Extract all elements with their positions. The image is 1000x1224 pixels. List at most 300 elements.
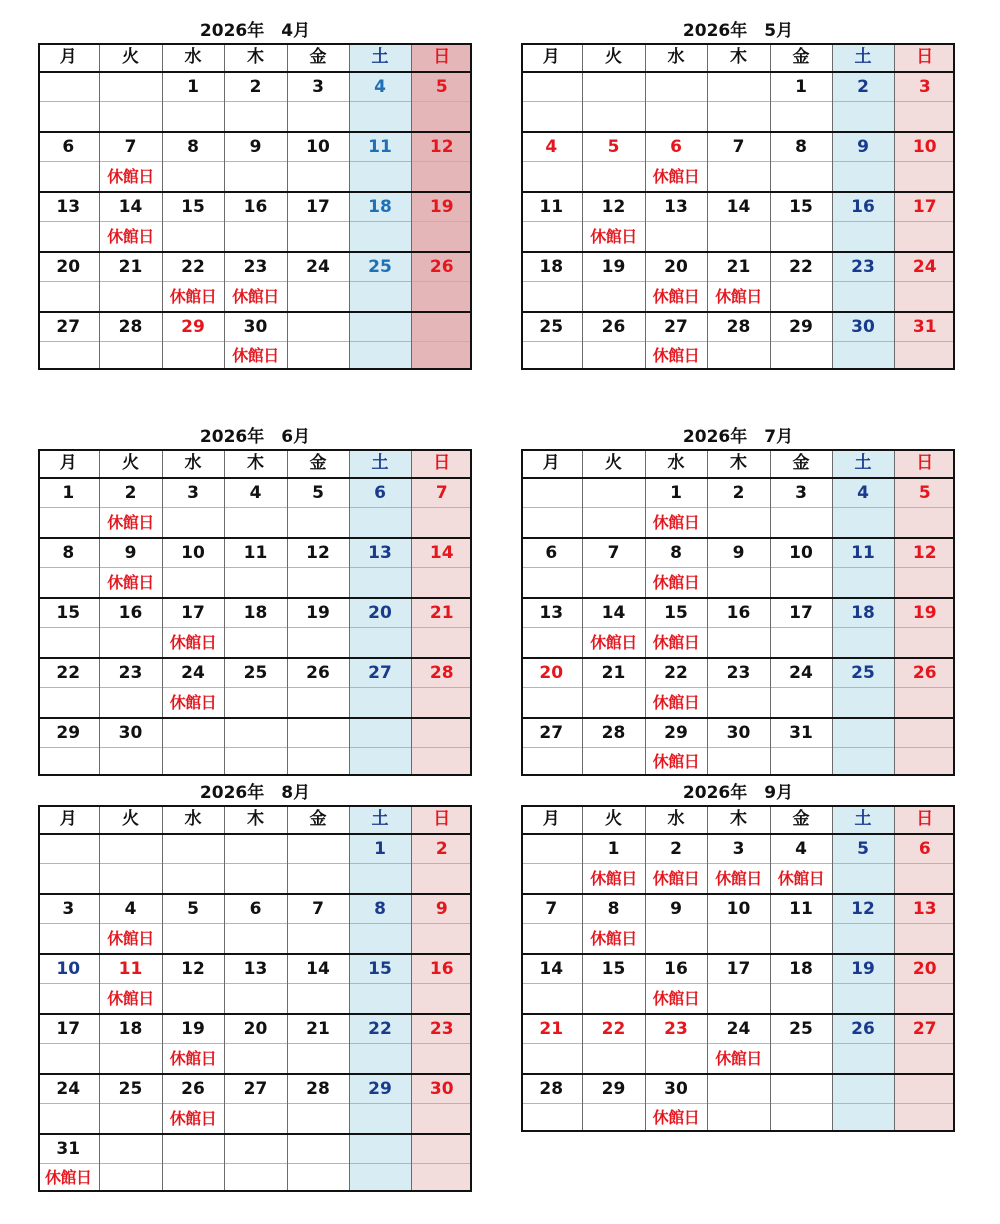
day-cell: 1 [62, 483, 75, 503]
day-cell: 9 [99, 538, 162, 568]
day-note-cell [411, 342, 472, 371]
day-cell [521, 478, 582, 508]
day-cell: 24 [162, 658, 224, 688]
day-cell: 6 [349, 478, 411, 508]
day-note-cell [38, 222, 99, 253]
month-title: 2026年 9月 [682, 783, 794, 803]
closed-day-label: 休館日 [162, 628, 224, 659]
day-note-cell [411, 924, 472, 955]
day-note-cell [707, 162, 770, 193]
week-dates-row [38, 954, 472, 984]
weekday-header: 水 [645, 805, 707, 834]
day-cell: 11 [349, 132, 411, 162]
day-note-cell [287, 162, 349, 193]
day-note-cell [832, 864, 894, 895]
day-cell: 13 [539, 603, 564, 623]
week-dates-row [38, 312, 472, 342]
week-notes-row [38, 282, 472, 313]
day-cell: 19 [832, 954, 894, 984]
day-note-cell [521, 924, 582, 955]
day-note-cell [287, 222, 349, 253]
day-cell: 26 [832, 1014, 894, 1044]
day-cell: 25 [770, 1014, 832, 1044]
day-note-cell [99, 1044, 162, 1075]
day-cell [707, 1074, 770, 1104]
week-notes-row [38, 628, 472, 659]
day-cell: 18 [99, 1014, 162, 1044]
day-cell: 20 [645, 252, 707, 282]
weekday-header: 土 [349, 449, 411, 478]
day-cell: 18 [224, 598, 287, 628]
day-cell: 19 [411, 192, 472, 222]
day-note-cell [894, 864, 955, 895]
weekday-header: 金 [287, 449, 349, 478]
day-cell: 21 [539, 1019, 564, 1039]
day-cell: 11 [99, 954, 162, 984]
weekday-header: 金 [287, 43, 349, 72]
day-note-cell [770, 508, 832, 539]
week-notes-row [521, 222, 955, 253]
day-cell: 10 [894, 132, 955, 162]
day-cell: 23 [707, 658, 770, 688]
day-cell: 25 [832, 658, 894, 688]
day-cell: 25 [349, 252, 411, 282]
day-note-cell [38, 568, 99, 599]
day-cell: 20 [349, 598, 411, 628]
day-note-cell [770, 568, 832, 599]
day-cell: 7 [287, 894, 349, 924]
day-note-cell [224, 102, 287, 133]
day-cell: 5 [832, 834, 894, 864]
day-cell: 3 [770, 478, 832, 508]
day-cell: 26 [162, 1074, 224, 1104]
day-cell: 10 [287, 132, 349, 162]
day-note-cell [411, 984, 472, 1015]
day-note-cell [707, 342, 770, 371]
day-cell: 3 [707, 834, 770, 864]
day-note-cell [349, 688, 411, 719]
day-note-cell [162, 568, 224, 599]
day-note-cell [832, 688, 894, 719]
day-cell: 27 [539, 723, 564, 743]
week-dates-row [38, 834, 472, 864]
day-note-cell [521, 628, 582, 659]
day-note-cell [38, 748, 99, 777]
closed-day-label: 休館日 [645, 748, 707, 777]
day-cell [287, 718, 349, 748]
day-cell: 14 [411, 538, 472, 568]
week-dates-row [38, 1014, 472, 1044]
day-note-cell [770, 1044, 832, 1075]
day-note-cell [38, 342, 99, 371]
day-note-cell [894, 508, 955, 539]
closed-day-label: 休館日 [582, 924, 645, 955]
day-cell [411, 1134, 472, 1164]
day-cell: 7 [545, 899, 558, 919]
day-cell [38, 72, 99, 102]
day-cell: 23 [832, 252, 894, 282]
day-cell: 28 [411, 658, 472, 688]
weekday-header: 水 [162, 805, 224, 834]
day-note-cell [645, 222, 707, 253]
day-note-cell [770, 748, 832, 777]
day-note-cell [162, 984, 224, 1015]
day-cell: 24 [894, 252, 955, 282]
weekday-header: 月 [542, 453, 560, 473]
week-dates-row [521, 1074, 955, 1104]
day-note-cell [411, 688, 472, 719]
day-cell: 13 [56, 197, 81, 217]
day-note-cell [38, 508, 99, 539]
day-cell: 30 [99, 718, 162, 748]
day-cell: 29 [582, 1074, 645, 1104]
day-note-cell [521, 1044, 582, 1075]
day-cell: 22 [56, 663, 81, 683]
day-cell: 12 [287, 538, 349, 568]
day-note-cell [287, 984, 349, 1015]
closed-day-label: 休館日 [645, 162, 707, 193]
week-dates-row [521, 132, 955, 162]
week-dates-row [521, 658, 955, 688]
day-note-cell [770, 162, 832, 193]
day-cell [582, 72, 645, 102]
day-cell: 18 [539, 257, 564, 277]
day-cell: 19 [287, 598, 349, 628]
day-note-cell [287, 628, 349, 659]
month-title: 2026年 7月 [682, 427, 794, 447]
day-cell: 4 [770, 834, 832, 864]
day-cell: 17 [56, 1019, 81, 1039]
day-cell: 5 [287, 478, 349, 508]
day-cell: 14 [582, 598, 645, 628]
day-note-cell [521, 102, 582, 133]
weekday-header: 火 [582, 43, 645, 72]
closed-day-label: 休館日 [99, 984, 162, 1015]
day-note-cell [411, 1164, 472, 1193]
month-calendar [521, 21, 955, 370]
day-note-cell [832, 748, 894, 777]
day-cell: 11 [770, 894, 832, 924]
day-note-cell [411, 748, 472, 777]
day-note-cell [770, 102, 832, 133]
week-dates-row [521, 954, 955, 984]
day-note-cell [832, 162, 894, 193]
day-cell [224, 718, 287, 748]
day-note-cell [349, 1044, 411, 1075]
week-dates-row [521, 478, 955, 508]
day-note-cell [411, 282, 472, 313]
day-note-cell [521, 282, 582, 313]
week-dates-row [38, 598, 472, 628]
day-note-cell [894, 342, 955, 371]
day-cell: 31 [894, 312, 955, 342]
closed-day-label: 休館日 [582, 864, 645, 895]
day-cell: 30 [224, 312, 287, 342]
day-note-cell [832, 1044, 894, 1075]
day-note-cell [224, 1044, 287, 1075]
day-cell: 20 [539, 663, 564, 683]
day-cell: 15 [645, 598, 707, 628]
day-note-cell [832, 628, 894, 659]
week-dates-row [38, 72, 472, 102]
week-dates-row [38, 1074, 472, 1104]
day-cell: 16 [645, 954, 707, 984]
day-cell: 3 [62, 899, 75, 919]
day-cell: 25 [224, 658, 287, 688]
day-cell: 12 [411, 132, 472, 162]
day-note-cell [99, 1104, 162, 1135]
day-cell: 29 [645, 718, 707, 748]
day-note-cell [521, 748, 582, 777]
week-notes-row [38, 984, 472, 1015]
day-cell [521, 72, 582, 102]
month-calendar [38, 21, 472, 370]
day-note-cell [162, 508, 224, 539]
day-note-cell [582, 1044, 645, 1075]
day-cell: 22 [349, 1014, 411, 1044]
day-cell: 26 [411, 252, 472, 282]
weekday-header: 金 [770, 43, 832, 72]
day-cell: 15 [162, 192, 224, 222]
day-note-cell [99, 342, 162, 371]
weekday-header: 木 [707, 43, 770, 72]
day-cell: 9 [224, 132, 287, 162]
day-note-cell [38, 984, 99, 1015]
day-note-cell [162, 924, 224, 955]
day-cell: 1 [770, 72, 832, 102]
day-note-cell [894, 162, 955, 193]
weekday-header: 土 [832, 43, 894, 72]
weekday-header-row [521, 805, 955, 834]
day-note-cell [411, 162, 472, 193]
day-note-cell [287, 282, 349, 313]
day-note-cell [770, 1104, 832, 1133]
day-cell: 23 [99, 658, 162, 688]
day-note-cell [521, 688, 582, 719]
day-note-cell [411, 864, 472, 895]
day-note-cell [224, 222, 287, 253]
month-grid [521, 43, 955, 370]
closed-day-label: 休館日 [645, 1104, 707, 1133]
week-notes-row [38, 864, 472, 895]
day-cell: 1 [349, 834, 411, 864]
day-cell: 11 [224, 538, 287, 568]
day-cell: 27 [349, 658, 411, 688]
day-note-cell [224, 984, 287, 1015]
day-cell: 13 [894, 894, 955, 924]
day-note-cell [645, 102, 707, 133]
day-cell: 21 [707, 252, 770, 282]
month-calendar [38, 427, 472, 776]
day-cell: 11 [539, 197, 564, 217]
day-note-cell [894, 688, 955, 719]
day-cell: 7 [411, 478, 472, 508]
day-cell: 3 [162, 478, 224, 508]
day-cell: 27 [894, 1014, 955, 1044]
day-cell: 6 [894, 834, 955, 864]
week-notes-row [521, 162, 955, 193]
day-cell: 7 [582, 538, 645, 568]
month-grid [38, 805, 472, 1192]
day-note-cell [287, 688, 349, 719]
weekday-header: 日 [411, 805, 472, 834]
day-note-cell [99, 688, 162, 719]
weekday-header: 月 [542, 809, 560, 829]
day-note-cell [894, 748, 955, 777]
day-cell: 2 [832, 72, 894, 102]
week-notes-row [521, 864, 955, 895]
week-dates-row [521, 834, 955, 864]
day-cell: 29 [770, 312, 832, 342]
day-note-cell [287, 1164, 349, 1193]
day-cell: 9 [832, 132, 894, 162]
day-note-cell [770, 984, 832, 1015]
day-note-cell [411, 508, 472, 539]
day-note-cell [162, 102, 224, 133]
day-cell [349, 1134, 411, 1164]
day-cell: 12 [162, 954, 224, 984]
closed-day-label: 休館日 [162, 1044, 224, 1075]
day-note-cell [770, 222, 832, 253]
day-note-cell [770, 628, 832, 659]
closed-day-label: 休館日 [162, 688, 224, 719]
weekday-header: 火 [99, 43, 162, 72]
day-note-cell [832, 1104, 894, 1133]
week-dates-row [521, 718, 955, 748]
day-cell: 12 [582, 192, 645, 222]
day-note-cell [162, 1164, 224, 1193]
month-title: 2026年 5月 [682, 21, 794, 41]
weekday-header: 土 [349, 43, 411, 72]
day-note-cell [521, 568, 582, 599]
day-note-cell [582, 342, 645, 371]
day-note-cell [162, 222, 224, 253]
day-cell [521, 834, 582, 864]
day-note-cell [162, 342, 224, 371]
closed-day-label: 休館日 [99, 222, 162, 253]
day-cell [287, 312, 349, 342]
day-note-cell [832, 508, 894, 539]
day-note-cell [707, 1104, 770, 1133]
weekday-header-row [38, 449, 472, 478]
weekday-header-row [38, 43, 472, 72]
day-cell: 11 [832, 538, 894, 568]
day-cell: 3 [894, 72, 955, 102]
day-note-cell [349, 748, 411, 777]
day-cell: 5 [894, 478, 955, 508]
day-cell: 28 [582, 718, 645, 748]
day-note-cell [287, 102, 349, 133]
day-note-cell [349, 924, 411, 955]
day-cell: 22 [582, 1014, 645, 1044]
weekday-header: 月 [59, 453, 77, 473]
day-note-cell [645, 924, 707, 955]
day-note-cell [582, 984, 645, 1015]
week-dates-row [38, 132, 472, 162]
weekday-header: 火 [582, 449, 645, 478]
month-grid [521, 449, 955, 776]
weekday-header: 水 [645, 43, 707, 72]
day-cell [38, 834, 99, 864]
weekday-header-row [521, 449, 955, 478]
day-note-cell [287, 924, 349, 955]
day-cell: 9 [645, 894, 707, 924]
day-note-cell [832, 102, 894, 133]
closed-day-label: 休館日 [162, 1104, 224, 1135]
month-title: 2026年 4月 [199, 21, 311, 41]
week-dates-row [521, 312, 955, 342]
day-note-cell [99, 628, 162, 659]
weekday-header: 金 [770, 449, 832, 478]
day-note-cell [894, 628, 955, 659]
week-notes-row [38, 508, 472, 539]
day-note-cell [224, 568, 287, 599]
week-notes-row [521, 1044, 955, 1075]
week-notes-row [38, 748, 472, 777]
day-cell: 2 [707, 478, 770, 508]
day-note-cell [349, 508, 411, 539]
day-cell: 1 [162, 72, 224, 102]
week-notes-row [521, 748, 955, 777]
day-note-cell [224, 162, 287, 193]
week-notes-row [38, 568, 472, 599]
day-note-cell [224, 864, 287, 895]
week-dates-row [521, 894, 955, 924]
closed-day-label: 休館日 [707, 282, 770, 313]
week-dates-row [38, 192, 472, 222]
day-note-cell [832, 924, 894, 955]
day-cell: 17 [770, 598, 832, 628]
day-note-cell [894, 568, 955, 599]
day-cell [770, 1074, 832, 1104]
day-cell: 31 [56, 1139, 81, 1159]
day-cell [645, 72, 707, 102]
day-cell: 18 [832, 598, 894, 628]
week-dates-row [38, 478, 472, 508]
day-cell: 21 [411, 598, 472, 628]
day-note-cell [411, 1104, 472, 1135]
day-cell: 24 [707, 1014, 770, 1044]
closed-day-label: 休館日 [582, 222, 645, 253]
day-cell: 4 [99, 894, 162, 924]
day-cell: 7 [99, 132, 162, 162]
week-notes-row [38, 102, 472, 133]
day-cell [832, 1074, 894, 1104]
week-notes-row [38, 342, 472, 371]
day-note-cell [894, 102, 955, 133]
day-note-cell [99, 282, 162, 313]
week-dates-row [38, 718, 472, 748]
day-cell: 15 [582, 954, 645, 984]
day-note-cell [582, 508, 645, 539]
day-cell: 5 [582, 132, 645, 162]
day-note-cell [349, 162, 411, 193]
day-cell: 27 [56, 317, 81, 337]
closed-day-label: 休館日 [645, 568, 707, 599]
day-cell: 23 [411, 1014, 472, 1044]
day-cell: 8 [770, 132, 832, 162]
week-dates-row [38, 538, 472, 568]
weekday-header-row [521, 43, 955, 72]
day-cell [224, 1134, 287, 1164]
day-note-cell [707, 222, 770, 253]
day-note-cell [645, 1044, 707, 1075]
weekday-header: 土 [349, 805, 411, 834]
day-cell: 9 [707, 538, 770, 568]
day-cell: 14 [539, 959, 564, 979]
day-note-cell [38, 924, 99, 955]
day-cell: 5 [411, 72, 472, 102]
